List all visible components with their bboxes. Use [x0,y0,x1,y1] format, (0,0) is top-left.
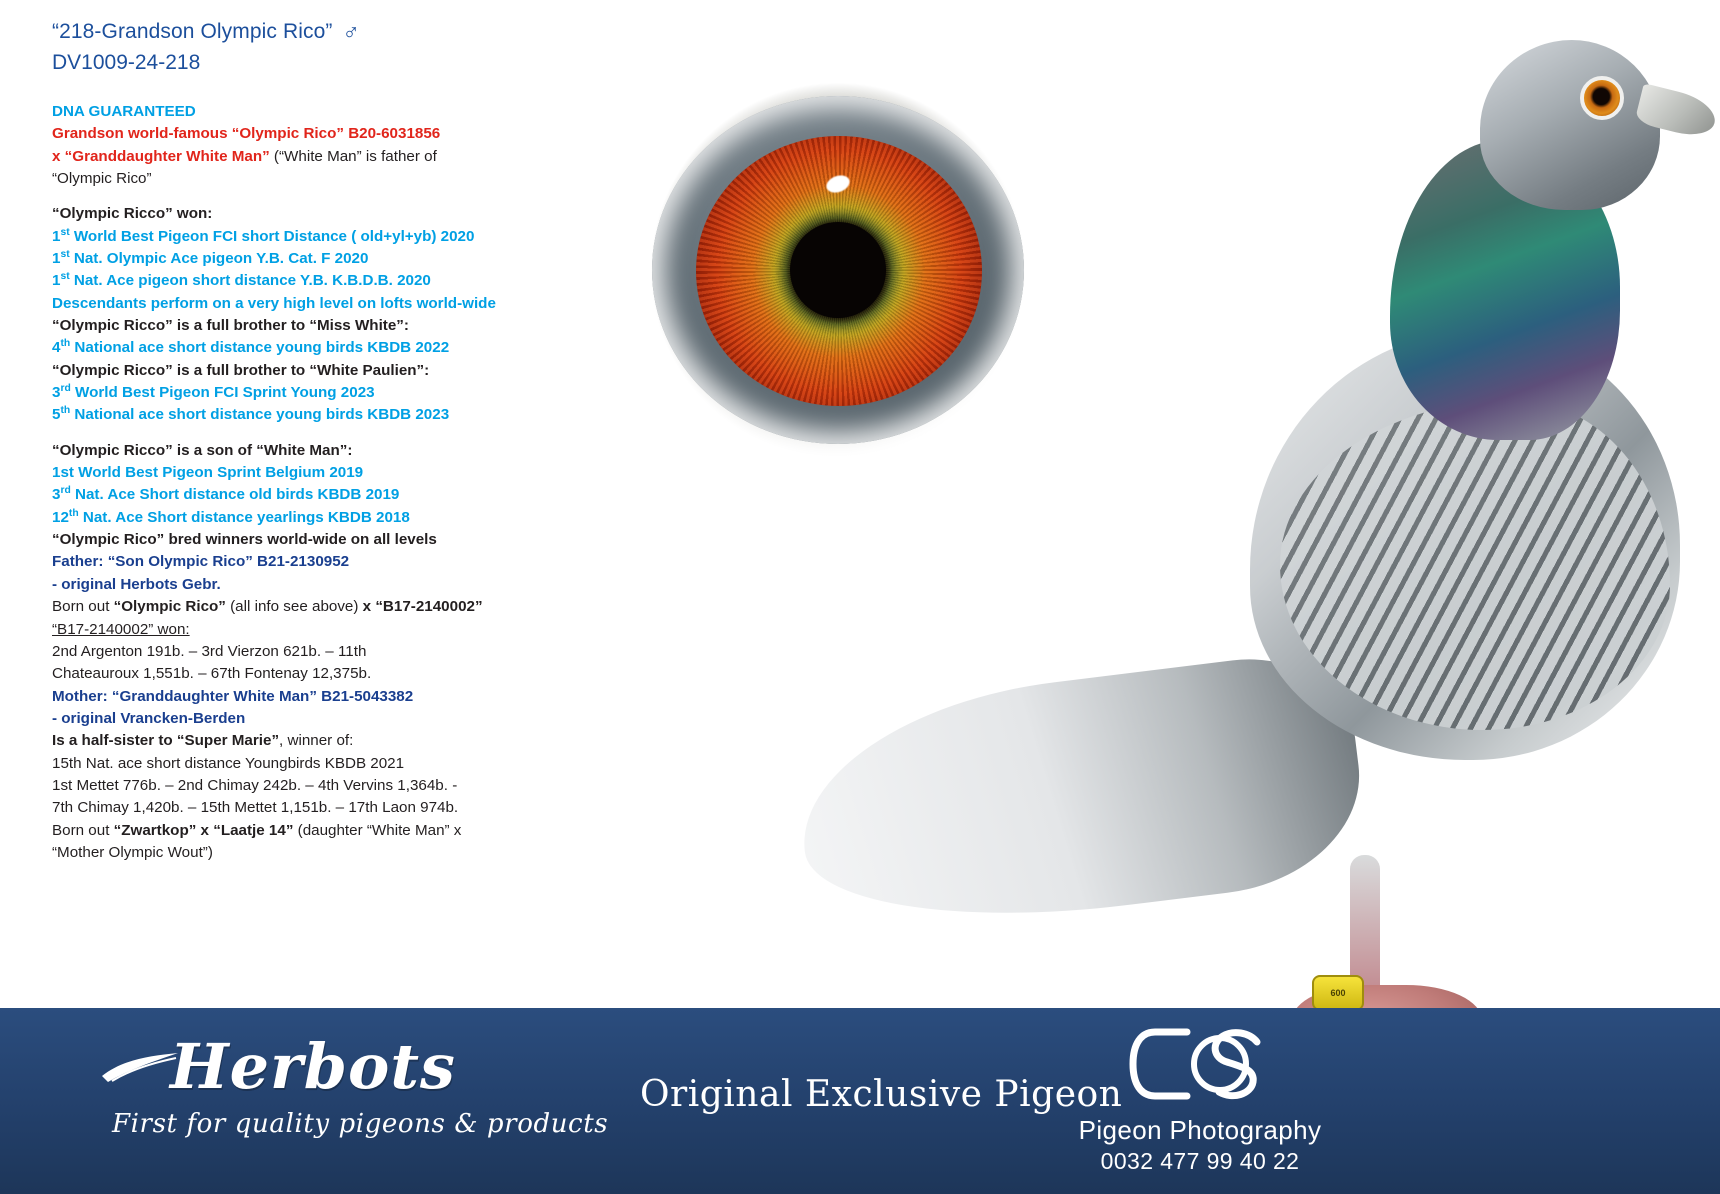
bwp-result-text-2: National ace short distance young birds KBDB 2023 [70,406,450,424]
mother-born-rest: (daughter “White Man” x [293,821,462,839]
win-item-text-3: Nat. Ace pigeon short distance Y.B. K.B.D.B. 2020 [69,272,431,290]
mother-result: 7th Chimay 1,420b. – 15th Mettet 1,151b. – 17th Laon 974b. [52,799,459,817]
pigeon-tail [788,647,1372,944]
parent-line-2-rest: (“White Man” is father of [269,147,437,165]
herbots-logo [90,1030,610,1139]
father-born-bold1: “Olympic Rico” [113,598,226,616]
herbots-tagline: First for quality pigeons & products [112,1109,609,1139]
swoosh-icon [100,1050,180,1084]
parent-line-3: “Olympic Rico” [52,169,152,187]
eye-pupil [790,222,886,318]
mother-origin: - original Vrancken-Berden [52,709,246,727]
pigeon-head [1480,40,1660,210]
parent-line-2 [52,146,620,168]
page-title [52,14,620,47]
pigeon-eye [1580,76,1624,120]
bred-winners-line: “Olympic Rico” bred winners world-wide on all levels [52,531,437,549]
mother-born-prefix: Born out [52,821,114,839]
mother-born-line [52,820,620,842]
footer-banner [0,1008,1720,1194]
pedigree-body [52,101,620,864]
brother-white-paulien-result: 5th National ace short distance young birds KBDB 2023 [52,405,450,424]
win-item: 1st World Best Pigeon FCI short Distance ( old+yl+yb) 2020 [52,226,475,245]
father-born-line [52,596,620,618]
ring-number: DV1009-24-218 [52,51,201,75]
father-result: 2nd Argenton 191b. – 3rd Vierzon 621b. – 11th [52,642,367,660]
son-white-man-result: 12th Nat. Ace Short distance yearlings KBDB 2018 [52,507,410,526]
father-born-prefix: Born out [52,598,114,616]
swm-result-text-3: Nat. Ace Short distance yearlings KBDB 2018 [78,508,410,526]
pedigree-text-panel [0,0,620,864]
son-white-man-result: 3rd Nat. Ace Short distance old birds KBDB 2019 [52,485,400,504]
win-item-text-2: Nat. Olympic Ace pigeon Y.B. Cat. F 2020 [69,250,369,267]
son-white-man-result: 1st World Best Pigeon Sprint Belgium 2019 [52,464,364,482]
brother-white-paulien-result: 3rd World Best Pigeon FCI Sprint Young 2023 [52,383,375,402]
pigeon-photograph [920,0,1720,1130]
mother-result: 15th Nat. ace short distance Youngbirds KBDB 2021 [52,754,405,772]
parent-line-1: Grandson world-famous “Olympic Rico” B20-6031856 [52,125,441,143]
win-item: 1st Nat. Ace pigeon short distance Y.B. K.B.D.B. 2020 [52,271,431,290]
gender-symbol-icon: ♂ [342,19,360,45]
win-item: Descendants perform on a very high level on lofts world-wide [52,294,496,312]
spacer [52,427,620,440]
photographer-phone: 0032 477 99 40 22 [1100,1148,1300,1174]
photographer-logo [1070,1022,1330,1175]
brother-miss-white-heading: “Olympic Ricco” is a full brother to “Miss White”: [52,317,409,335]
cs-monogram-icon [1125,1022,1275,1106]
mother-result: 1st Mettet 776b. – 2nd Chimay 242b. – 4th Vervins 1,364b. - [52,776,458,794]
mother-line: Mother: “Granddaughter White Man” B21-5043382 [52,687,414,705]
photographer-name: Pigeon Photography [1078,1115,1322,1145]
father-born-bold2: x “B17-2140002” [362,598,483,616]
won-heading: “Olympic Ricco” won: [52,205,213,223]
win-item: 1st Nat. Olympic Ace pigeon Y.B. Cat. F 2020 [52,248,369,267]
father-sub-heading: “B17-2140002” won: [52,620,190,638]
father-origin: - original Herbots Gebr. [52,575,221,593]
footer-slogan: Original Exclusive Pigeon [640,1074,1123,1115]
pigeon-name: “218-Grandson Olympic Rico” [52,20,333,43]
brother-miss-white-result: 4th National ace short distance young birds KBDB 2022 [52,338,450,357]
father-line: Father: “Son Olympic Rico” B21-2130952 [52,553,350,571]
dna-guaranteed-line: DNA GUARANTEED [52,102,196,120]
mother-born-bold: “Zwartkop” x “Laatje 14” [113,821,294,839]
spacer [52,190,620,203]
win-item-text-1: World Best Pigeon FCI short Distance ( old+yl+yb) 2020 [69,227,475,245]
swm-result-text-2: Nat. Ace Short distance old birds KBDB 2019 [70,486,400,504]
parent-line-2-bold: x “Granddaughter White Man” [52,147,270,165]
mother-half-sister-rest: , winner of: [279,732,354,750]
herbots-wordmark: Herbots [170,1030,456,1103]
mother-half-sister-bold: Is a half-sister to “Super Marie” [52,732,280,750]
mother-born-line-2: “Mother Olympic Wout”) [52,843,213,861]
leg-ring: 600 [1312,975,1364,1011]
bwp-result-text-1: World Best Pigeon FCI Sprint Young 2023 [70,384,375,402]
father-result: Chateauroux 1,551b. – 67th Fontenay 12,375b. [52,665,372,683]
father-born-mid: (all info see above) [225,598,363,616]
brother-white-paulien-heading: “Olympic Ricco” is a full brother to “White Paulien”: [52,361,430,379]
mother-half-sister-line [52,730,620,752]
brother-miss-white-result-text: National ace short distance young birds KBDB 2022 [70,339,450,357]
son-white-man-heading: “Olympic Ricco” is a son of “White Man”: [52,441,353,459]
